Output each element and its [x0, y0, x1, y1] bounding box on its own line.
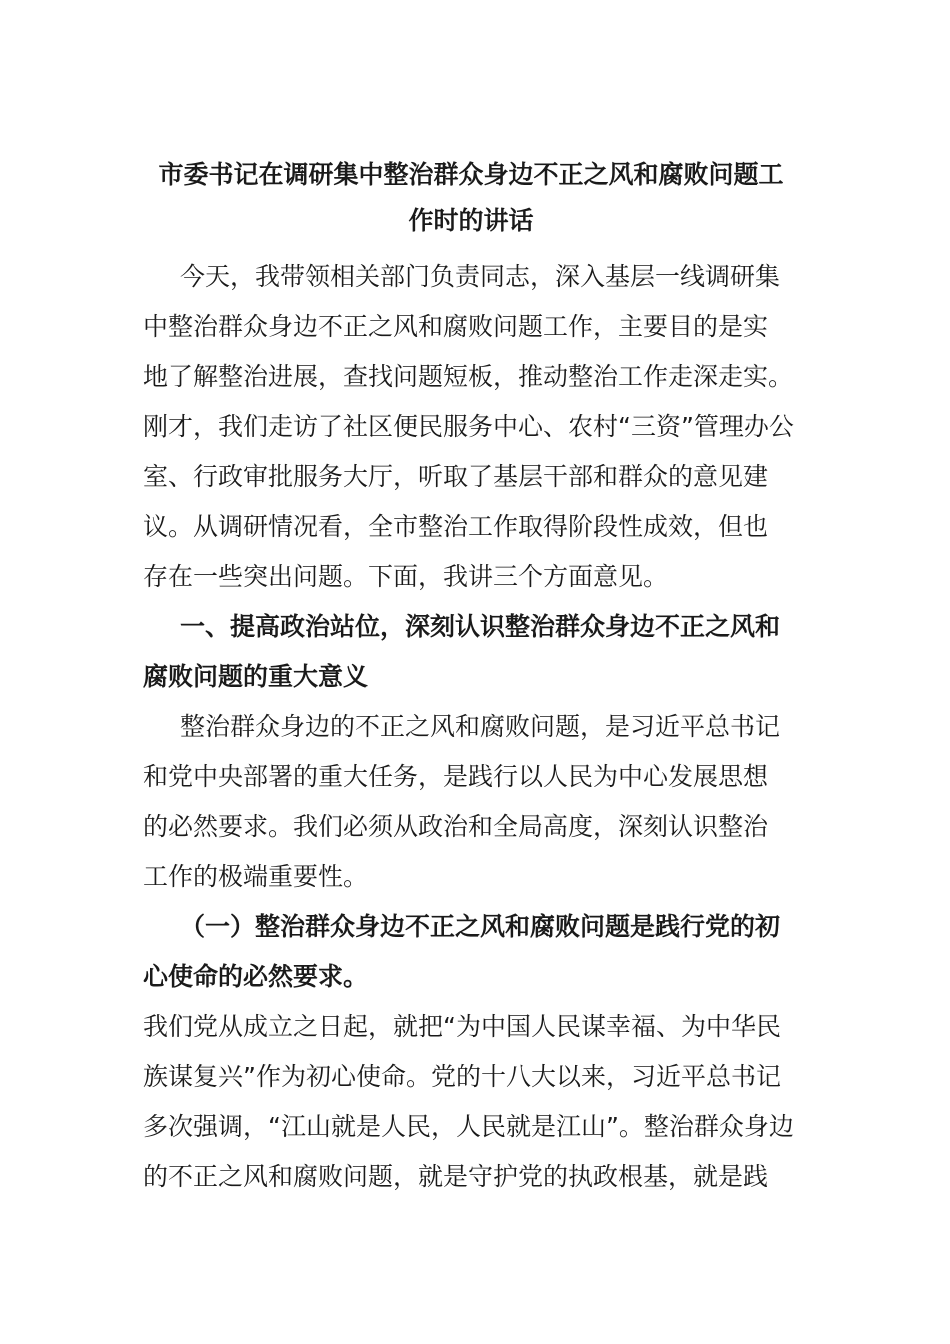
section-1-paragraph: 整治群众身边的不正之风和腐败问题，是习近平总书记 和党中央部署的重大任务，是践行以人民为中心发展思想 的必然要求。我们必须从政治和全局高度，深刻认识整治 工作的极端重要性。 — [143, 712, 781, 891]
subsection-1-paragraph: 我们党从成立之日起，就把“为中国人民谋幸福、为中华民 族谋复兴”作为初心使命。党的十八大以来，习近平总书记 多次强调，“江山就是人民，人民就是江山”。整治群众身边 的不正之风和腐败问题，就是守护党的执政根基，就是践 — [143, 1012, 794, 1191]
document-body — [143, 152, 799, 1202]
section-heading-1: 一、提高政治站位，深刻认识整治群众身边不正之风和 腐败问题的重大意义 — [143, 612, 781, 691]
document-title: 市委书记在调研集中整治群众身边不正之风和腐败问题工 作时的讲话 — [158, 160, 784, 235]
subsection-heading-1: （一）整治群众身边不正之风和腐败问题是践行党的初 心使命的必然要求。 — [143, 912, 781, 991]
intro-paragraph: 今天，我带领相关部门负责同志，深入基层一线调研集 中整治群众身边不正之风和腐败问题工作，主要目的是实 地了解整治进展，查找问题短板，推动整治工作走深走实。 刚才，我们走访了社区便民服务中心、农村“三资”管理办公 室、行政审批服务大厅，听取了基层干部和群众的意见建 议。从调研情况看，全市整治工作取得阶段性成效，但也 存在一些突出问题。下面，我讲三个方面意见。 — [143, 262, 794, 591]
